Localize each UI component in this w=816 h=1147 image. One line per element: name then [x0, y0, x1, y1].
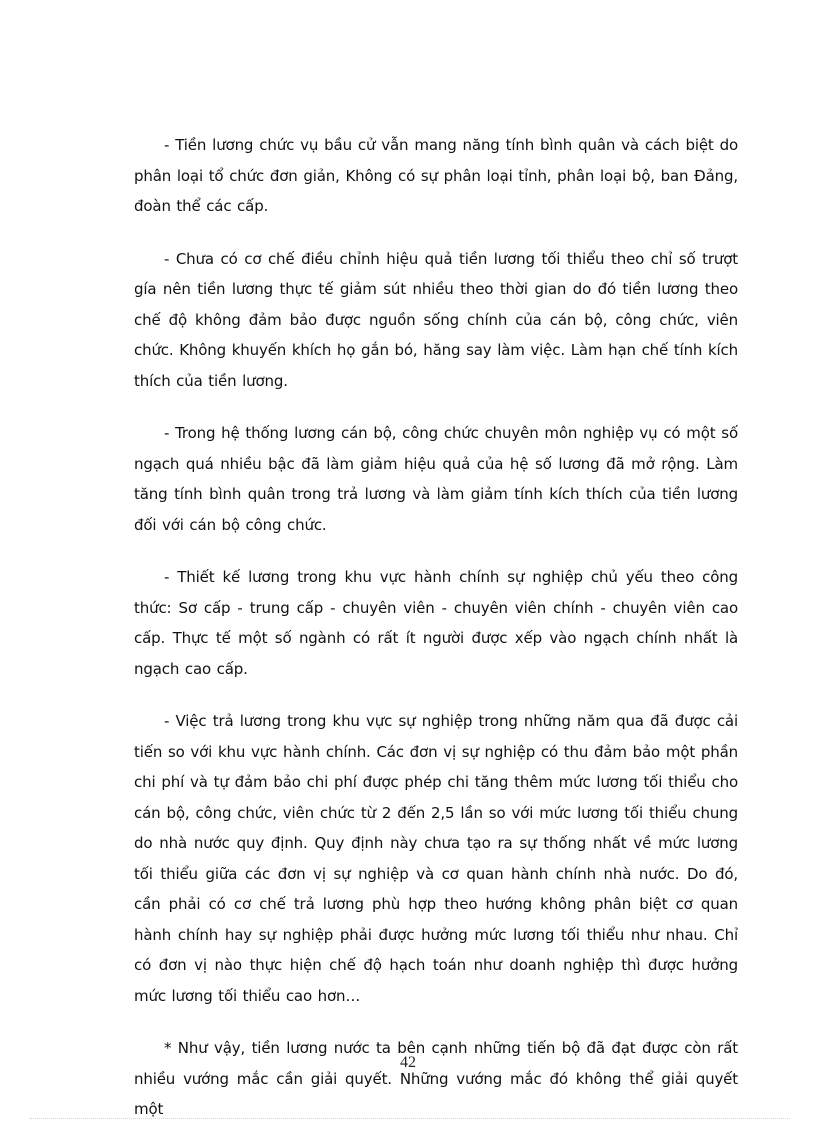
paragraph-5: - Việc trả lương trong khu vực sự nghiệp trong những năm qua đã được cải tiến so với khu vực hành chính. Các đơn vị sự nghiệp có thu đảm bảo một phần chi phí và tự đảm bảo chi phí được phép chi tăng thêm mức lương tối thiểu cho cán bộ, công chức, viên chức từ 2 đến 2,5 lần so với mức lương tối thiểu chung do nhà nước quy định. Quy định này chưa tạo ra sự thống nhất về mức lương tối thiểu giữa các đơn vị sự nghiệp và cơ quan hành chính nhà nước. Do đó, cần phải có cơ chế trả lương phù hợp theo hướng không phân biệt cơ quan hành chính hay sự nghiệp phải được hưởng mức lương tối thiểu như nhau. Chỉ có đơn vị nào thực hiện chế độ hạch toán như doanh nghiệp thì được hưởng mức lương tối thiểu cao hơn… — [134, 712, 738, 1005]
footer-divider — [30, 1118, 790, 1119]
paragraph-4: - Thiết kế lương trong khu vực hành chính sự nghiệp chủ yếu theo công thức: Sơ cấp - trung cấp - chuyên viên - chuyên viên chính - chuyên viên cao cấp. Thực tế một số ngành có rất ít người được xếp vào ngạch chính nhất là ngạch cao cấp. — [134, 568, 738, 678]
paragraph-3: - Trong hệ thống lương cán bộ, công chức chuyên môn nghiệp vụ có một số ngạch quá nhiều bậc đã làm giảm hiệu quả của hệ số lương đã mở rộng. Làm tăng tính bình quân trong trả lương và làm giảm tính kích thích của tiền lương đối với cán bộ công chức. — [134, 424, 738, 534]
paragraph-6: * Như vậy, tiền lương nước ta bên cạnh những tiến bộ đã đạt được còn rất nhiều vướng mắc cần giải quyết. Những vướng mắc đó không thể giải quyết một — [134, 1039, 738, 1118]
paragraph-1: - Tiền lương chức vụ bầu cử vẫn mang năng tính bình quân và cách biệt do phân loại tổ chức đơn giản, Không có sự phân loại tỉnh, phân loại bộ, ban Đảng, đoàn thể các cấp. — [134, 136, 738, 215]
page-body — [134, 130, 738, 1147]
paragraph-2: - Chưa có cơ chế điều chỉnh hiệu quả tiền lương tối thiểu theo chỉ số trượt gía nên tiền lương thực tế giảm sút nhiều theo thời gian do đó tiền lương theo chế độ không đảm bảo được nguồn sống chính của cán bộ, công chức, viên chức. Không khuyến khích họ gắn bó, hăng say làm việc. Làm hạn chế tính kích thích của tiền lương. — [134, 249, 738, 390]
page-number: 42 — [400, 1054, 416, 1071]
